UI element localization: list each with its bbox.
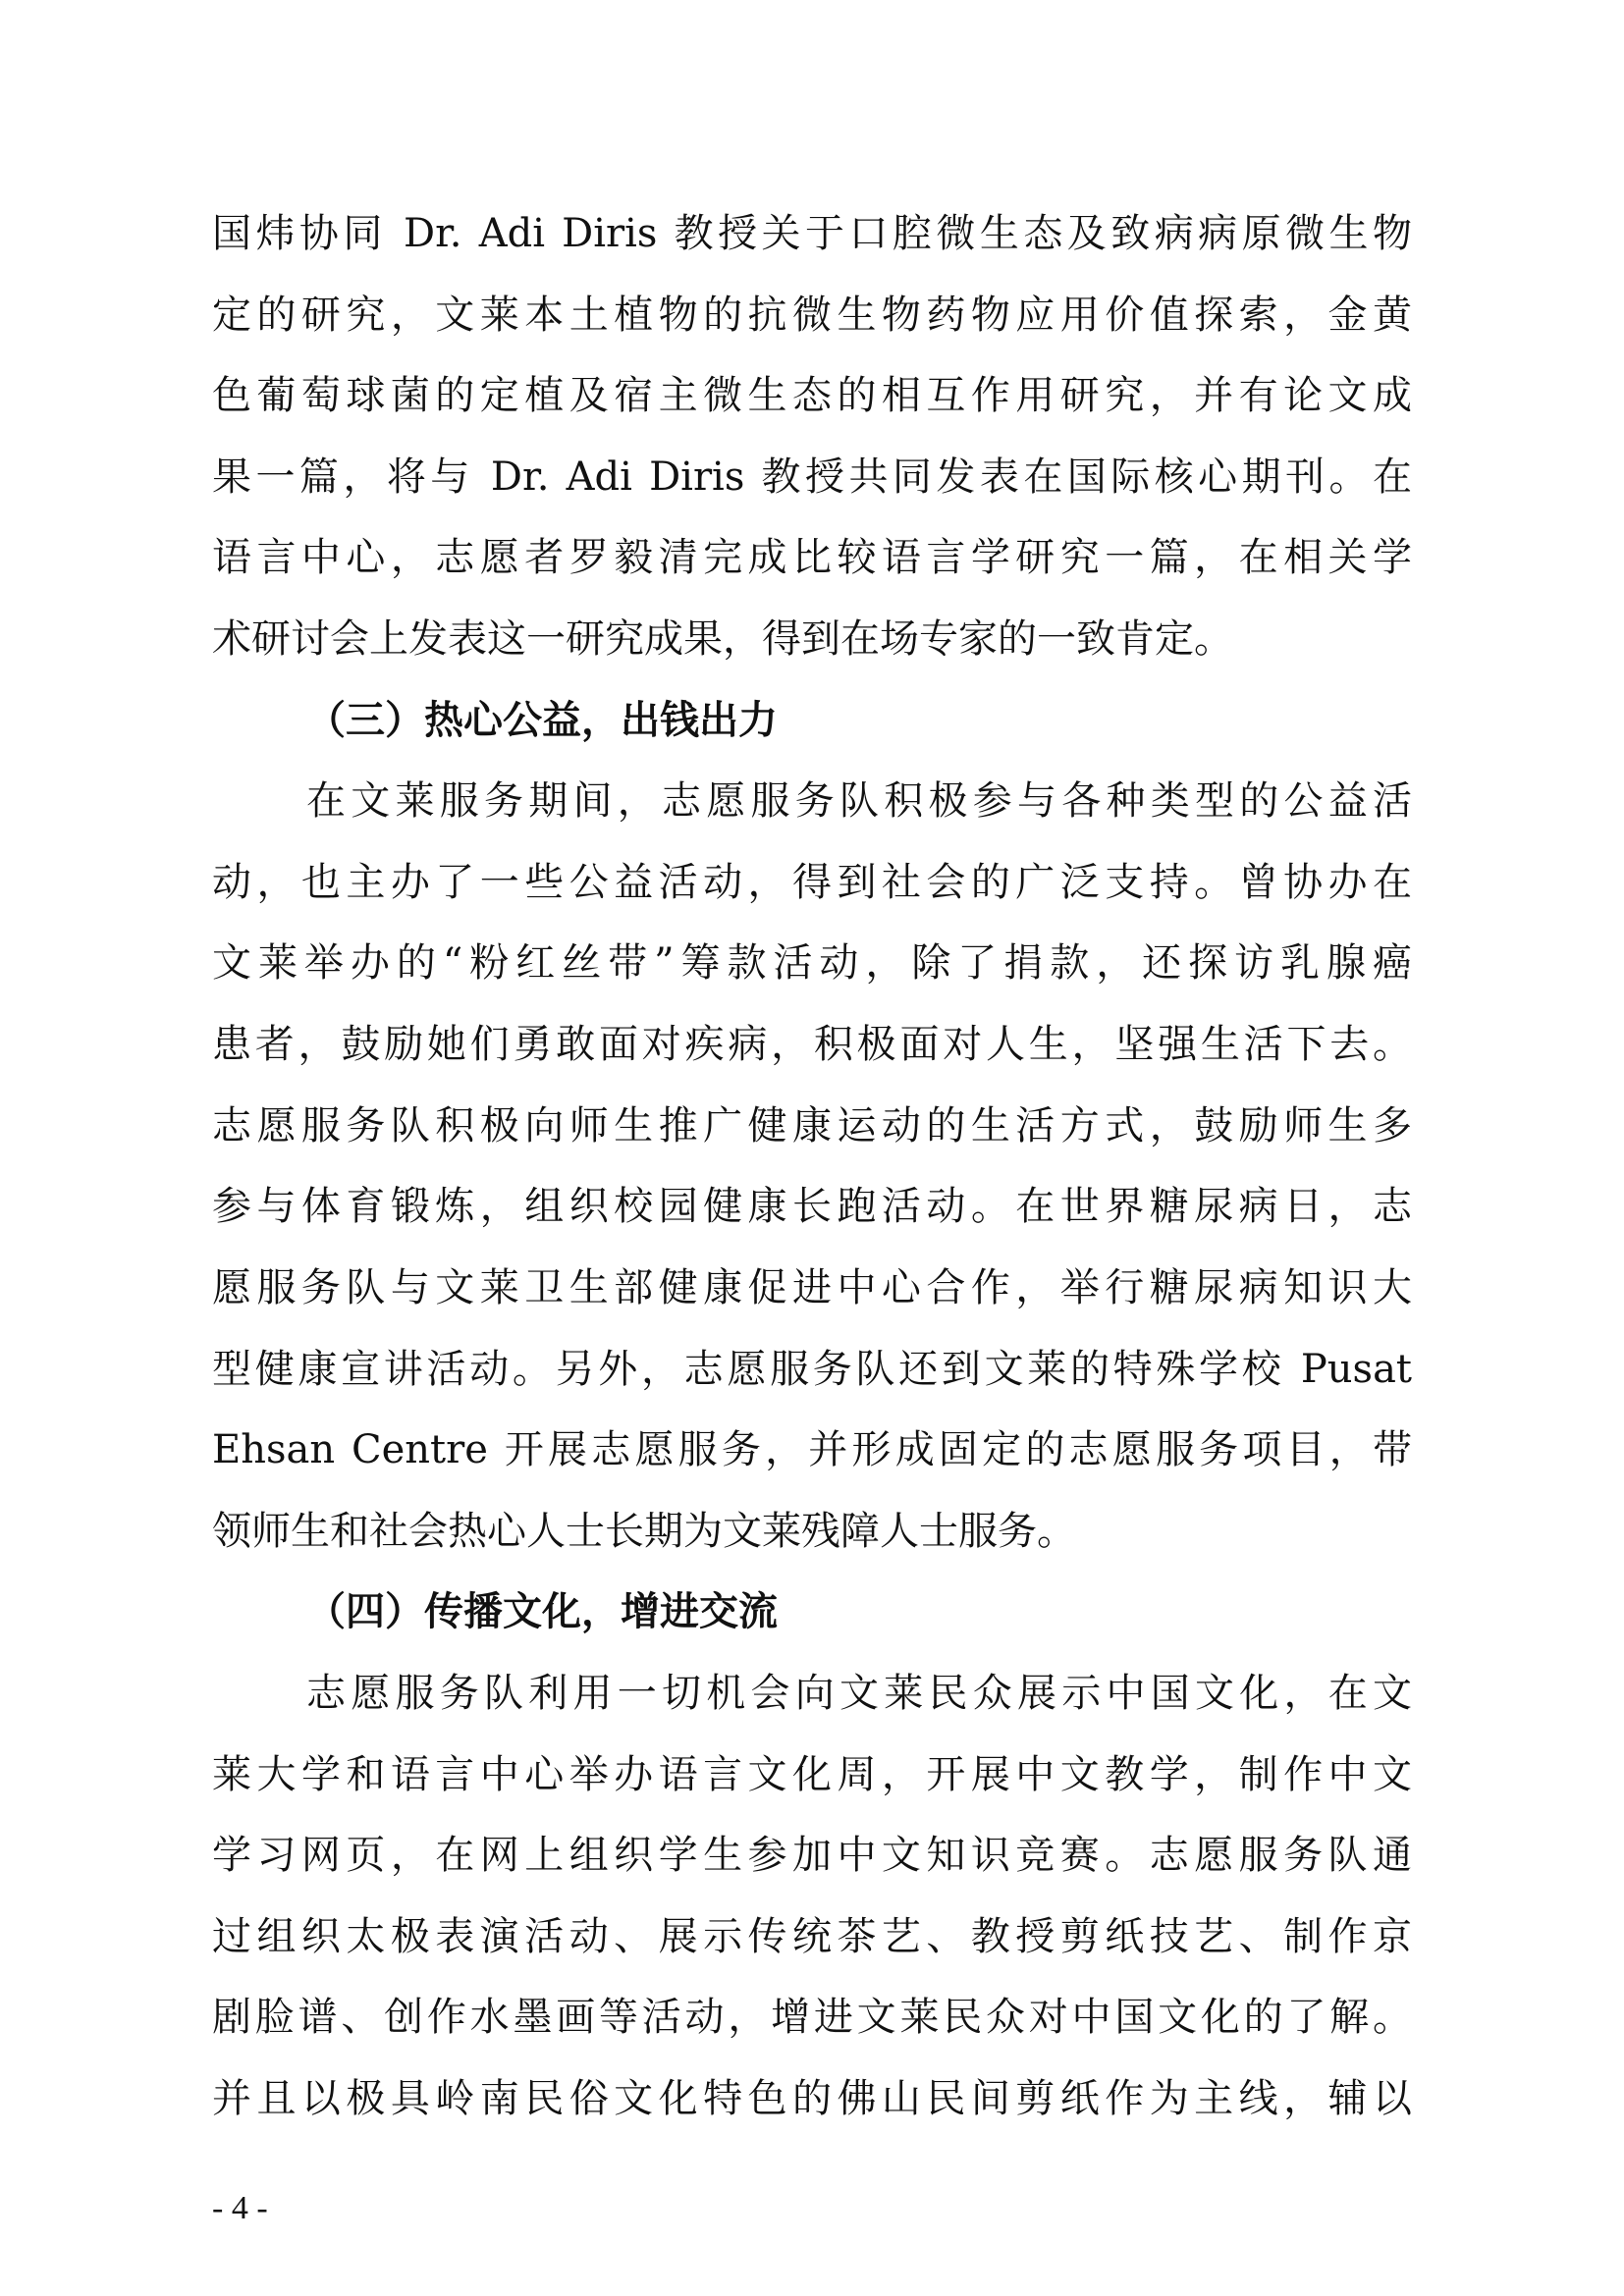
page-number: - 4 - [212,2190,268,2226]
paragraph-line: 果一篇，将与 Dr. Adi Diris 教授共同发表在国际核心期刊。在 [212,454,1412,500]
paragraph-line: 患者，鼓励她们勇敢面对疾病，积极面对人生，坚强生活下去。 [212,1022,1412,1067]
paragraph-line: 参与体育锻炼，组织校园健康长跑活动。在世界糖尿病日，志 [212,1184,1412,1229]
paragraph-line: Ehsan Centre 开展志愿服务，并形成固定的志愿服务项目，带 [212,1427,1412,1472]
paragraph-line: 剧脸谱、创作水墨画等活动，增进文莱民众对中国文化的了解。 [212,1995,1412,2040]
paragraph-line: 愿服务队与文莱卫生部健康促进中心合作，举行糖尿病知识大 [212,1265,1412,1310]
paragraph-line: 术研讨会上发表这一研究成果，得到在场专家的一致肯定。 [212,616,1233,662]
paragraph-line: 型健康宣讲活动。另外，志愿服务队还到文莱的特殊学校 Pusat [212,1347,1412,1392]
paragraph-line: 色葡萄球菌的定植及宿主微生态的相互作用研究，并有论文成 [212,373,1412,418]
paragraph-line: 学习网页，在网上组织学生参加中文知识竞赛。志愿服务队通 [212,1833,1412,1878]
section-heading: （四）传播文化，增进交流 [306,1589,778,1634]
paragraph-line: 动，也主办了一些公益活动，得到社会的广泛支持。曾协办在 [212,860,1412,905]
paragraph-line: 定的研究，文莱本土植物的抗微生物药物应用价值探索，金黄 [212,293,1412,338]
paragraph-line: 在文莱服务期间，志愿服务队积极参与各种类型的公益活 [306,778,1412,824]
paragraph-line: 志愿服务队积极向师生推广健康运动的生活方式，鼓励师生多 [212,1103,1412,1148]
paragraph-line: 志愿服务队利用一切机会向文莱民众展示中国文化，在文 [306,1671,1412,1716]
paragraph-line: 国炜协同 Dr. Adi Diris 教授关于口腔微生态及致病病原微生物 [212,211,1412,256]
paragraph-line: 莱大学和语言中心举办语言文化周，开展中文教学，制作中文 [212,1752,1412,1797]
paragraph-line: 语言中心，志愿者罗毅清完成比较语言学研究一篇，在相关学 [212,535,1412,580]
paragraph-line: 领师生和社会热心人士长期为文莱残障人士服务。 [212,1509,1076,1554]
paragraph-line: 过组织太极表演活动、展示传统茶艺、教授剪纸技艺、制作京 [212,1914,1412,1959]
paragraph-line: 并且以极具岭南民俗文化特色的佛山民间剪纸作为主线，辅以 [212,2076,1412,2121]
paragraph-line: 文莱举办的“粉红丝带”筹款活动，除了捐款，还探访乳腺癌 [212,940,1412,986]
section-heading: （三）热心公益，出钱出力 [306,698,778,743]
